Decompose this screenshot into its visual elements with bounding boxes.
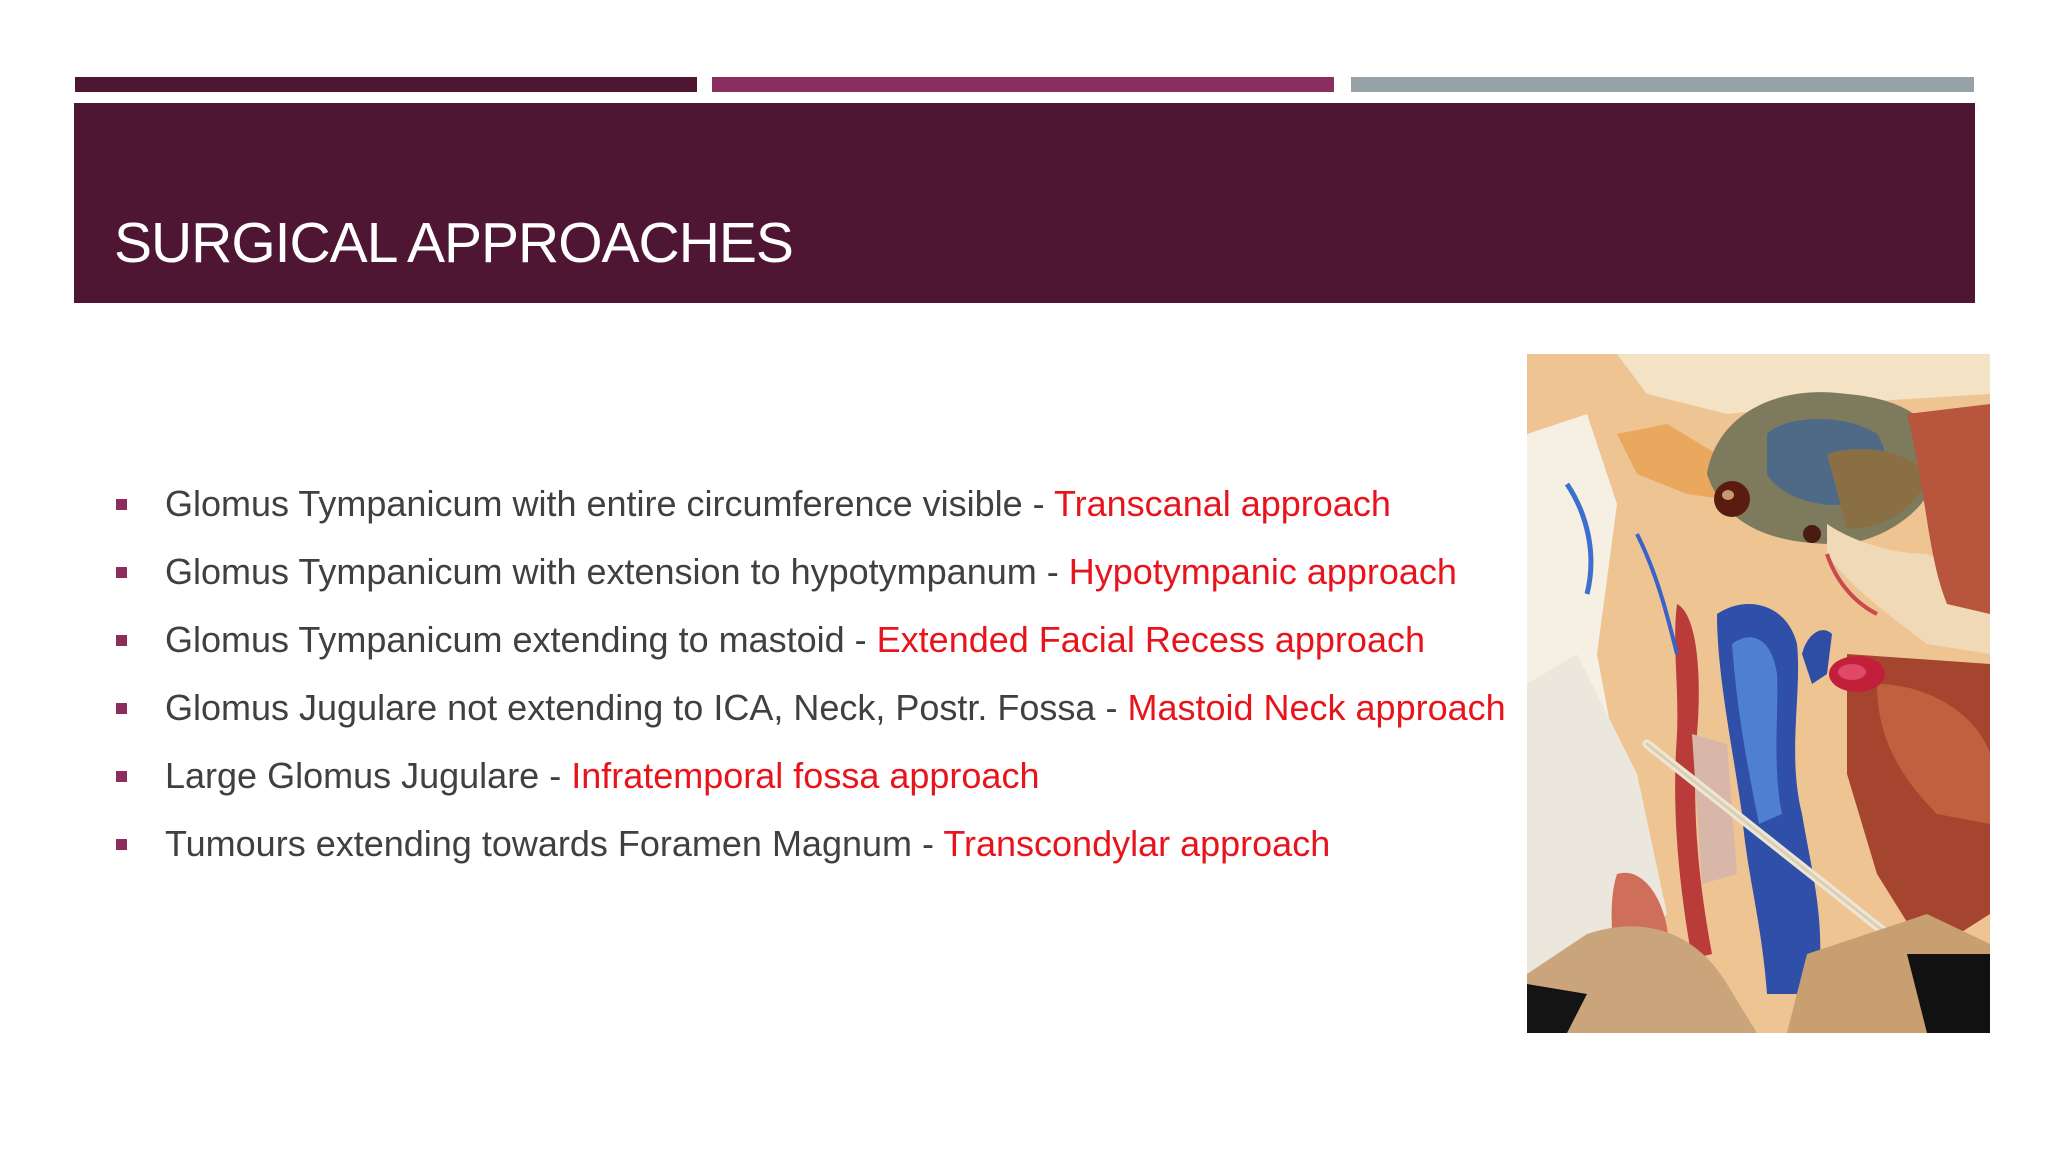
bullet-separator: - bbox=[1022, 483, 1054, 524]
bullet-text: Tumours extending towards Foramen Magnum bbox=[165, 823, 912, 864]
approach-text: Transcanal approach bbox=[1053, 483, 1391, 524]
approach-text: Mastoid Neck approach bbox=[1127, 687, 1506, 728]
approach-text: Transcondylar approach bbox=[943, 823, 1331, 864]
approach-text: Extended Facial Recess approach bbox=[876, 619, 1425, 660]
bullet-separator: - bbox=[539, 755, 572, 796]
bullet-separator: - bbox=[1036, 551, 1069, 592]
approach-text: Hypotympanic approach bbox=[1068, 551, 1457, 592]
dissection-illustration bbox=[1527, 354, 1990, 1033]
bullet-text: Glomus Tympanicum extending to mastoid bbox=[165, 619, 845, 660]
square-bullet-icon bbox=[116, 771, 127, 782]
bullet-item bbox=[114, 548, 1526, 616]
bullet-item bbox=[114, 820, 1526, 888]
bullet-item bbox=[114, 480, 1526, 548]
content-area bbox=[114, 480, 1526, 900]
bullet-separator: - bbox=[912, 823, 944, 864]
bullet-separator: - bbox=[844, 619, 877, 660]
square-bullet-icon bbox=[116, 703, 127, 714]
square-bullet-icon bbox=[116, 567, 127, 578]
square-bullet-icon bbox=[116, 839, 127, 850]
bullet-text: Large Glomus Jugulare bbox=[165, 755, 540, 796]
slide-title: SURGICAL APPROACHES bbox=[114, 211, 793, 275]
bullet-list bbox=[114, 480, 1526, 888]
bullet-item bbox=[114, 752, 1526, 820]
accent-bar-dark bbox=[75, 77, 697, 92]
square-bullet-icon bbox=[116, 635, 127, 646]
bullet-item bbox=[114, 616, 1526, 684]
approach-text: Infratemporal fossa approach bbox=[571, 755, 1040, 796]
accent-bar-magenta bbox=[712, 77, 1334, 92]
dissection-photo bbox=[1527, 354, 1990, 1033]
bullet-item bbox=[114, 684, 1526, 752]
square-bullet-icon bbox=[116, 499, 127, 510]
bullet-text: Glomus Jugulare not extending to ICA, Neck, Postr. Fossa bbox=[165, 687, 1096, 728]
bullet-separator: - bbox=[1095, 687, 1128, 728]
bullet-text: Glomus Tympanicum with entire circumference visible bbox=[165, 483, 1023, 524]
accent-bar-gray bbox=[1351, 77, 1974, 92]
bullet-text: Glomus Tympanicum with extension to hypotympanum bbox=[165, 551, 1037, 592]
title-band bbox=[74, 103, 1975, 303]
